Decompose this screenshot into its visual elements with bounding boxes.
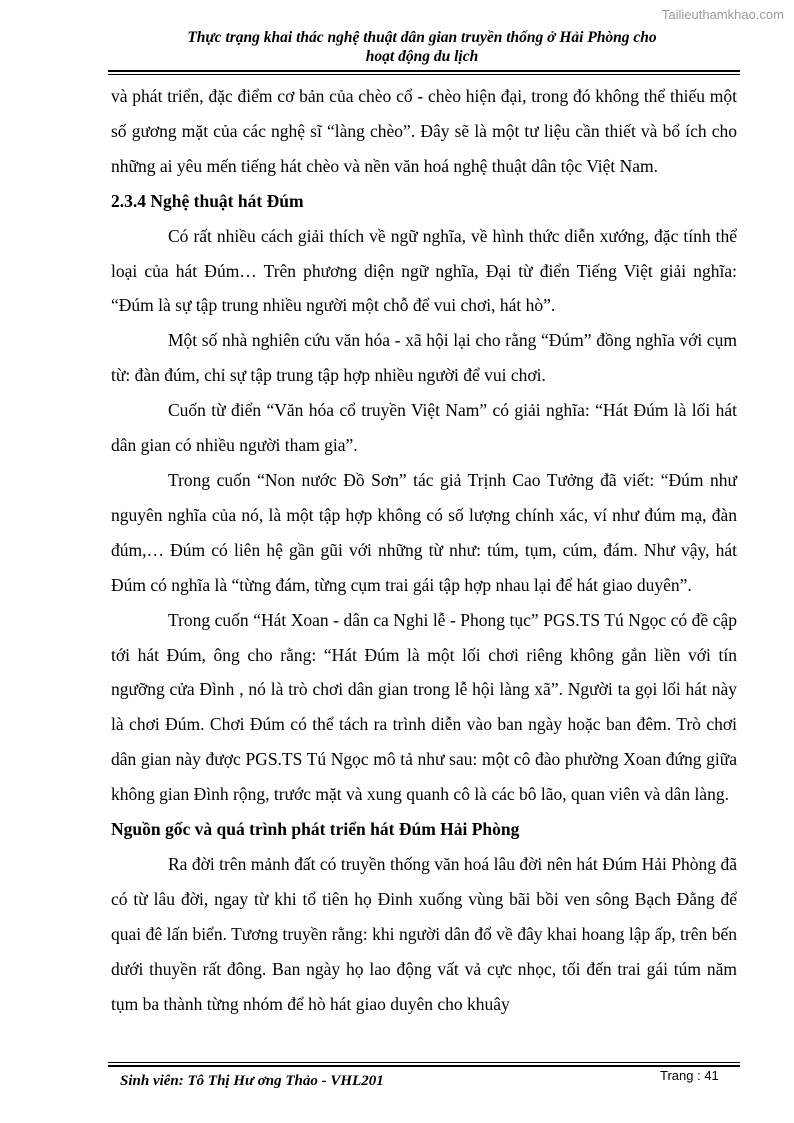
paragraph: Cuốn từ điển “Văn hóa cổ truyền Việt Nam” có giải nghĩa: “Hát Đúm là lối hát dân gian có nhiều người tham gia”. <box>111 400 737 456</box>
page-header <box>108 28 736 66</box>
paragraph: Trong cuốn “Non nước Đồ Sơn” tác giả Trịnh Cao Tưởng đã viết: “Đúm như nguyên nghĩa của nó, là một tập hợp không có số lượng chính xác, ví như đúm mạ, đàn đúm,… Đúm có liên hệ gần gũi với những từ như: túm, tụm, cúm, đám. Như vậy, hát Đúm có nghĩa là “từng đám, từng cụm trai gái tập hợp nhau lại để hát giao duyên”. <box>111 469 737 595</box>
paragraph: Trong cuốn “Hát Xoan - dân ca Nghi lễ - Phong tục” PGS.TS Tú Ngọc có đề cập tới hát Đúm, ông cho rằng: “Hát Đúm là một lối chơi riêng không gắn liền với tín ngưỡng cửa Đình , nó là trò chơi dân gian trong lễ hội làng xã”. Người ta gọi lối hát này là chơi Đúm. Chơi Đúm có thể tách ra trình diễn vào ban ngày hoặc ban đêm. Trò chơi dân gian này được PGS.TS Tú Ngọc mô tả như sau: một cô đào phường Xoan đứng giữa không gian Đình rộng, trước mặt và xung quanh cô là các bô lão, quan viên và dân làng. <box>111 609 737 805</box>
header-rule <box>108 70 740 75</box>
paragraph: Có rất nhiều cách giải thích về ngữ nghĩa, về hình thức diễn xướng, đặc tính thể loại của hát Đúm… Trên phương diện ngữ nghĩa, Đại từ điển Tiếng Việt giải nghĩa: “Đúm là sự tập trung nhiều người một chỗ để vui chơi, hát hò”. <box>111 225 737 316</box>
page-number: Trang : 41 <box>660 1068 719 1083</box>
header-title-line2: hoạt động du lịch <box>365 48 479 65</box>
document-body <box>111 79 737 1021</box>
footer-rule <box>108 1062 740 1067</box>
paragraph: và phát triển, đặc điểm cơ bản của chèo cổ - chèo hiện đại, trong đó không thể thiếu một số gương mặt của các nghệ sĩ “làng chèo”. Đây sẽ là một tư liệu cần thiết và bổ ích cho những ai yêu mến tiếng hát chèo và nền văn hoá nghệ thuật dân tộc Việt Nam. <box>111 86 737 176</box>
watermark: Tailieuthamkhao.com <box>661 7 784 22</box>
paragraph: Ra đời trên mảnh đất có truyền thống văn hoá lâu đời nên hát Đúm Hải Phòng đã có từ lâu đời, ngay từ khi tổ tiên họ Đinh xuống vùng bãi bồi ven sông Bạch Đằng để quai đê lấn biển. Tương truyền rằng: khi người dân đổ về đây khai hoang lập ấp, trên bến dưới thuyền rất đông. Ban ngày họ lao động vất vả cực nhọc, tối đến trai gái túm năm tụm ba thành từng nhóm để hò hát giao duyên cho khuây <box>111 853 737 1014</box>
header-title-line1: Thực trạng khai thác nghệ thuật dân gian truyền thống ở Hải Phòng cho <box>187 29 657 46</box>
section-heading: 2.3.4 Nghệ thuật hát Đúm <box>111 190 304 211</box>
footer-student: Sinh viên: Tô Thị Hư ơng Thảo - VHL201 <box>120 1073 384 1089</box>
subheading: Nguồn gốc và quá trình phát triển hát Đúm Hải Phòng <box>111 819 520 840</box>
paragraph: Một số nhà nghiên cứu văn hóa - xã hội lại cho rằng “Đúm” đồng nghĩa với cụm từ: đàn đúm, chỉ sự tập trung tập hợp nhiều người để vui chơi. <box>111 330 737 386</box>
